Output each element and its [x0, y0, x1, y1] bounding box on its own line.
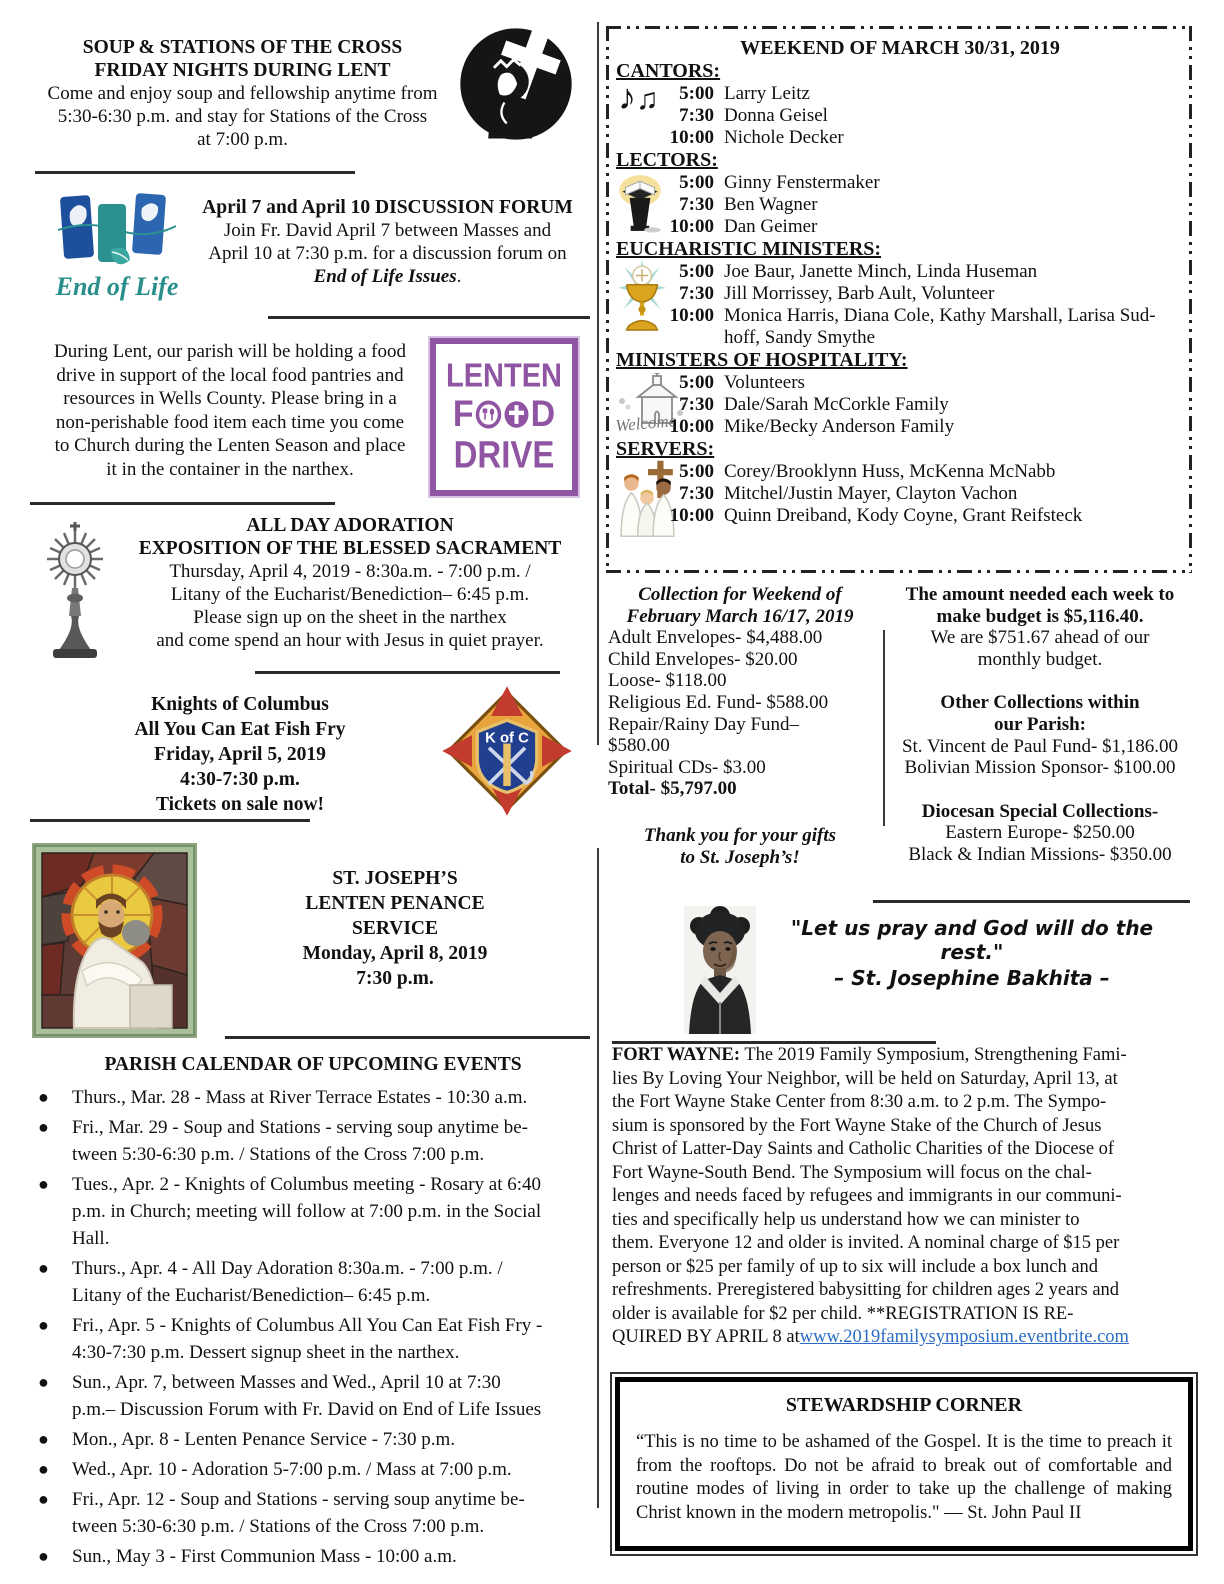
- column-divider: [597, 22, 599, 745]
- schedule-row: 10:00 Nichole Decker: [669, 127, 844, 148]
- body-text: it in the container in the narthex.: [106, 458, 354, 480]
- section-title: EXPOSITION OF THE BLESSED SACRAMENT: [138, 538, 562, 559]
- bullet-icon: ●: [38, 1459, 49, 1479]
- st-josephine-bakhita-photo: [684, 906, 756, 1034]
- paragraph-line: lenges and needs faced by refugees and immigrants in our communi-: [612, 1186, 1122, 1206]
- body-text: Knights of Columbus: [151, 694, 329, 715]
- collection-title: February March 16/17, 2019: [626, 605, 854, 627]
- plate-icon: [475, 400, 502, 430]
- fish-fry-section: [80, 692, 400, 817]
- section-title: FRIDAY NIGHTS DURING LENT: [94, 60, 391, 81]
- schedule-section-lectors: [616, 149, 1184, 238]
- body-text: non-perishable food item each time you come: [55, 411, 405, 433]
- body-text: 5:30-6:30 p.m. and stay for Stations of the Cross: [57, 106, 428, 127]
- stewardship-corner-box: [610, 1372, 1198, 1556]
- schedule-title: WEEKEND OF MARCH 30/31, 2019: [740, 37, 1060, 59]
- paragraph-line: Christ of Latter-Day Saints and Catholic Charities of the Diocese of: [612, 1139, 1115, 1159]
- calendar-text: 4:30-7:30 p.m. Dessert signup sheet in the narthex.: [72, 1342, 460, 1363]
- calendar-text: Wed., Apr. 10 - Adoration 5-7:00 p.m. / Mass at 7:00 p.m.: [72, 1459, 512, 1480]
- budget-line: make budget is $5,116.40.: [936, 605, 1144, 627]
- diocesan-collections-title: Diocesan Special Collections-: [921, 800, 1159, 822]
- paragraph-line: older is available for $2 per child. **REGISTRATION IS RE-: [612, 1303, 1074, 1324]
- quote-text: "Let us pray and God will do the rest.": [790, 916, 1154, 964]
- svg-text:Welcome: Welcome: [614, 411, 677, 436]
- collection-line: $580.00: [608, 735, 670, 757]
- schedule-row: 7:30 Dale/Sarah McCorkle Family: [679, 394, 949, 415]
- calendar-text: p.m. in Church; meeting will follow at 7:00 p.m. in the Social: [72, 1201, 542, 1222]
- schedule-row: 10:00 Quinn Dreiband, Kody Coyne, Grant Reifsteck: [669, 505, 1083, 526]
- collection-line: Child Envelopes- $20.00: [608, 648, 798, 670]
- budget-line: Eastern Europe- $250.00: [945, 822, 1135, 844]
- end-of-life-logo-icon: [58, 188, 176, 274]
- stewardship-title: STEWARDSHIP CORNER: [785, 1394, 1023, 1416]
- paragraph-line: ties and specifically help us understand how we can minister to: [612, 1209, 1080, 1230]
- calendar-item: [30, 1456, 596, 1483]
- budget-line: The amount needed each week to: [905, 584, 1175, 605]
- stained-glass-reconciliation-image: [32, 843, 197, 1038]
- section-title: SOUP & STATIONS OF THE CROSS: [82, 37, 403, 58]
- body-text: End of Life Issues.: [313, 266, 462, 287]
- calendar-item: [30, 1426, 596, 1453]
- other-collections-title: our Parish:: [993, 713, 1086, 735]
- body-text: Litany of the Eucharist/Benediction– 6:45 p.m.: [170, 584, 530, 605]
- divider: [30, 502, 335, 505]
- budget-line: monthly budget.: [977, 648, 1103, 670]
- calendar-item: [30, 1255, 596, 1309]
- body-text: resources in Wells County. Please bring in a: [63, 388, 397, 409]
- schedule-row: 7:30 Ben Wagner: [679, 194, 818, 215]
- body-text: ST. JOSEPH’S: [332, 868, 458, 889]
- calendar-text: Thurs., Mar. 28 - Mass at River Terrace Estates - 10:30 a.m.: [72, 1087, 528, 1108]
- body-text: Please sign up on the sheet in the narthex: [193, 607, 507, 628]
- calendar-title: PARISH CALENDAR OF UPCOMING EVENTS: [104, 1054, 522, 1075]
- budget-line: Bolivian Mission Sponsor- $100.00: [904, 757, 1176, 779]
- other-collections-title: Other Collections within: [940, 692, 1140, 714]
- knights-of-columbus-emblem-icon: [438, 682, 576, 820]
- body-text: Join Fr. David April 7 between Masses and: [223, 220, 552, 241]
- calendar-item: [30, 1171, 596, 1252]
- collection-line: Loose- $118.00: [608, 670, 727, 692]
- divider: [873, 900, 1190, 903]
- budget-line: St. Vincent de Paul Fund- $1,186.00: [901, 735, 1179, 757]
- paragraph-line: them. Everyone 12 and older is invited. A nominal charge of $15 per: [612, 1233, 1120, 1253]
- schedule-row: 5:00 Ginny Fenstermaker: [679, 172, 880, 193]
- column-divider: [597, 848, 599, 1508]
- discussion-forum-section: [185, 196, 590, 288]
- schedule-row: 7:30 Mitchel/Justin Mayer, Clayton Vachon: [679, 483, 1018, 504]
- body-text: During Lent, our parish will be holding a food: [54, 341, 406, 362]
- bullet-icon: ●: [38, 1429, 49, 1449]
- stewardship-quote: “This is no time to be ashamed of the Gospel. It is the time to preach it from the rooftops. Do not be afraid to break out of comfortable and routine modes of living in order to take up the challenge of making Christ known in the modern metropolis." — St. John Paul II: [636, 1432, 1172, 1523]
- thanks-text: to St. Joseph’s!: [680, 846, 800, 868]
- bullet-icon: ●: [38, 1315, 49, 1335]
- section-title: ALL DAY ADORATION: [246, 515, 454, 536]
- body-text: SERVICE: [351, 918, 438, 939]
- body-text: 4:30-7:30 p.m.: [180, 769, 300, 790]
- calendar-text: Sun., May 3 - First Communion Mass - 10:00 a.m.: [72, 1546, 457, 1567]
- calendar-text: Sun., Apr. 7, between Masses and Wed., April 10 at 7:30: [72, 1372, 501, 1393]
- schedule-row: 5:00 Larry Leitz: [679, 83, 810, 104]
- bullet-icon: ●: [38, 1174, 49, 1194]
- jesus-carrying-cross-icon: [458, 26, 574, 142]
- paragraph-line: QUIRED BY APRIL 8 atwww.2019familysymposium.eventbrite.com: [612, 1327, 1129, 1347]
- calendar-text: Thurs., Apr. 4 - All Day Adoration 8:30a.m. - 7:00 p.m. /: [72, 1258, 503, 1279]
- divider: [30, 819, 310, 822]
- thanks-text: Thank you for your gifts: [643, 824, 837, 846]
- collection-line: Religious Ed. Fund- $588.00: [608, 691, 829, 713]
- parish-calendar-section: [30, 1054, 596, 1573]
- calendar-text: p.m.– Discussion Forum with Fr. David on End of Life Issues: [72, 1399, 542, 1420]
- body-text: drive in support of the local food pantries and: [56, 364, 404, 386]
- divider: [268, 316, 590, 319]
- penance-service-section: [230, 866, 560, 991]
- fort-wayne-announcement: [612, 1044, 1192, 1350]
- paragraph-line: the Fort Wayne Stake Center from 8:30 a.m. to 2 p.m. The Sympo-: [612, 1092, 1107, 1112]
- calendar-text: tween 5:30-6:30 p.m. / Stations of the Cross 7:00 p.m.: [72, 1144, 485, 1165]
- schedule-section-hospitality: [616, 349, 1184, 438]
- svg-text:K of C: K of C: [485, 730, 529, 747]
- paragraph-line: sium is sponsored by the Fort Wayne Stake of the Church of Jesus: [612, 1115, 1102, 1136]
- quote-attribution: – St. Josephine Bakhita –: [834, 966, 1110, 990]
- calendar-item: [30, 1369, 596, 1423]
- logo-text: F D: [452, 393, 556, 435]
- monstrance-icon: [46, 522, 104, 660]
- body-text: Tickets on sale now!: [155, 794, 325, 815]
- schedule-row: 5:00 Joe Baur, Janette Minch, Linda Huseman: [679, 261, 1038, 282]
- body-text: All You Can Eat Fish Fry: [134, 719, 346, 740]
- schedule-section-header: CANTORS:: [616, 60, 721, 82]
- schedule-row: 5:00 Corey/Brooklynn Huss, McKenna McNabb: [679, 461, 1056, 482]
- calendar-item: [30, 1486, 596, 1540]
- body-text: 7:30 p.m.: [356, 968, 434, 989]
- schedule-section-servers: [616, 438, 1184, 527]
- collection-report: [608, 584, 872, 868]
- divider: [255, 671, 560, 674]
- schedule-row: 7:30 Jill Morrissey, Barb Ault, Volunteer: [679, 283, 995, 304]
- calendar-item: [30, 1543, 596, 1570]
- schedule-section-header: MINISTERS OF HOSPITALITY:: [616, 349, 908, 371]
- schedule-section-cantors: [616, 60, 1184, 149]
- collection-line: Repair/Rainy Day Fund–: [608, 713, 800, 735]
- music-notes-icon: ♪♫: [618, 77, 659, 117]
- bullet-icon: ●: [38, 1258, 49, 1278]
- budget-line: Black & Indian Missions- $350.00: [908, 843, 1172, 865]
- schedule-section-header: LECTORS:: [616, 149, 718, 171]
- ministry-schedule-box: [608, 28, 1190, 572]
- calendar-text: Fri., Apr. 12 - Soup and Stations - serving soup anytime be-: [72, 1489, 525, 1510]
- schedule-row: 10:00 Mike/Becky Anderson Family: [669, 416, 955, 437]
- calendar-text: Litany of the Eucharist/Benediction– 6:45 p.m.: [72, 1285, 431, 1306]
- symposium-registration-link[interactable]: www.2019familysymposium.eventbrite.com: [799, 1327, 1129, 1347]
- collection-title: Collection for Weekend of: [638, 584, 842, 605]
- calendar-item: [30, 1114, 596, 1168]
- schedule-row: 7:30 Donna Geisel: [679, 105, 828, 126]
- body-text: and come spend an hour with Jesus in quiet prayer.: [156, 630, 544, 651]
- body-text: Monday, April 8, 2019: [302, 943, 488, 964]
- food-drive-section: [35, 340, 425, 481]
- calendar-item: [30, 1084, 596, 1111]
- body-text: April 10 at 7:30 p.m. for a discussion forum on: [208, 243, 567, 264]
- calendar-text: Tues., Apr. 2 - Knights of Columbus meeting - Rosary at 6:40: [72, 1174, 542, 1195]
- budget-report: [890, 584, 1190, 866]
- bullet-icon: ●: [38, 1489, 49, 1509]
- cross-circle-icon: [503, 400, 530, 430]
- calendar-text: Fri., Mar. 29 - Soup and Stations - serving soup anytime be-: [72, 1117, 528, 1138]
- calendar-text: Hall.: [72, 1228, 110, 1249]
- schedule-row: 5:00 Volunteers: [679, 372, 805, 393]
- bullet-icon: ●: [38, 1546, 49, 1566]
- collection-total: Total- $5,797.00: [608, 778, 737, 800]
- body-text: LENTEN PENANCE: [305, 893, 485, 914]
- paragraph-line: FORT WAYNE: The 2019 Family Symposium, Strengthening Fami-: [612, 1045, 1127, 1065]
- collection-line: Spiritual CDs- $3.00: [608, 756, 766, 778]
- body-text: Come and enjoy soup and fellowship anytime from: [47, 83, 438, 104]
- calendar-text: Mon., Apr. 8 - Lenten Penance Service - 7:30 p.m.: [72, 1429, 456, 1450]
- paragraph-line: Fort Wayne-South Bend. The Symposium will focus on the chal-: [612, 1162, 1092, 1183]
- calendar-text: Fri., Apr. 5 - Knights of Columbus All You Can Eat Fish Fry -: [72, 1315, 543, 1336]
- paragraph-line: refreshments. Preregistered babysitting for children ages 2 years and: [612, 1280, 1120, 1300]
- bullet-icon: ●: [38, 1117, 49, 1137]
- schedule-section-header: SERVERS:: [616, 438, 715, 460]
- stewardship-corner-inner: [615, 1377, 1193, 1551]
- body-text: Friday, April 5, 2019: [154, 744, 326, 765]
- logo-text: DRIVE: [453, 433, 555, 476]
- paragraph-line: lies By Loving Your Neighbor, will be held on Saturday, April 13, at: [612, 1068, 1118, 1089]
- schedule-row: 10:00 Dan Geimer: [669, 216, 818, 237]
- collection-line: Adult Envelopes- $4,488.00: [608, 627, 823, 649]
- paragraph-line: person or $25 per family of up to six will include a box lunch and: [612, 1256, 1099, 1277]
- end-of-life-logo-text: End of Life: [55, 272, 179, 301]
- body-text: to Church during the Lenten Season and place: [54, 435, 406, 456]
- calendar-item: [30, 1312, 596, 1366]
- divider: [225, 1036, 590, 1039]
- schedule-section-header: EUCHARISTIC MINISTERS:: [616, 238, 882, 260]
- logo-text: LENTEN: [446, 357, 562, 395]
- body-text: at 7:00 p.m.: [197, 129, 288, 150]
- divider: [35, 171, 355, 174]
- bullet-icon: ●: [38, 1087, 49, 1107]
- adoration-section: [110, 514, 590, 652]
- lenten-food-drive-logo: [430, 338, 578, 496]
- schedule-section-eucharistic-ministers: [616, 238, 1184, 349]
- budget-line: We are $751.67 ahead of our: [930, 627, 1150, 649]
- body-text: Thursday, April 4, 2019 - 8:30a.m. - 7:00 p.m. /: [169, 561, 531, 582]
- section-title: April 7 and April 10 DISCUSSION FORUM: [202, 197, 573, 218]
- collection-column-divider: [883, 630, 885, 826]
- schedule-row: 10:00 Monica Harris, Diana Cole, Kathy Marshall, Larisa Sud- hoff, Sandy Smythe: [669, 305, 1156, 348]
- bullet-icon: ●: [38, 1372, 49, 1392]
- calendar-text: tween 5:30-6:30 p.m. / Stations of the Cross 7:00 p.m.: [72, 1516, 485, 1537]
- soup-stations-section: [30, 36, 455, 151]
